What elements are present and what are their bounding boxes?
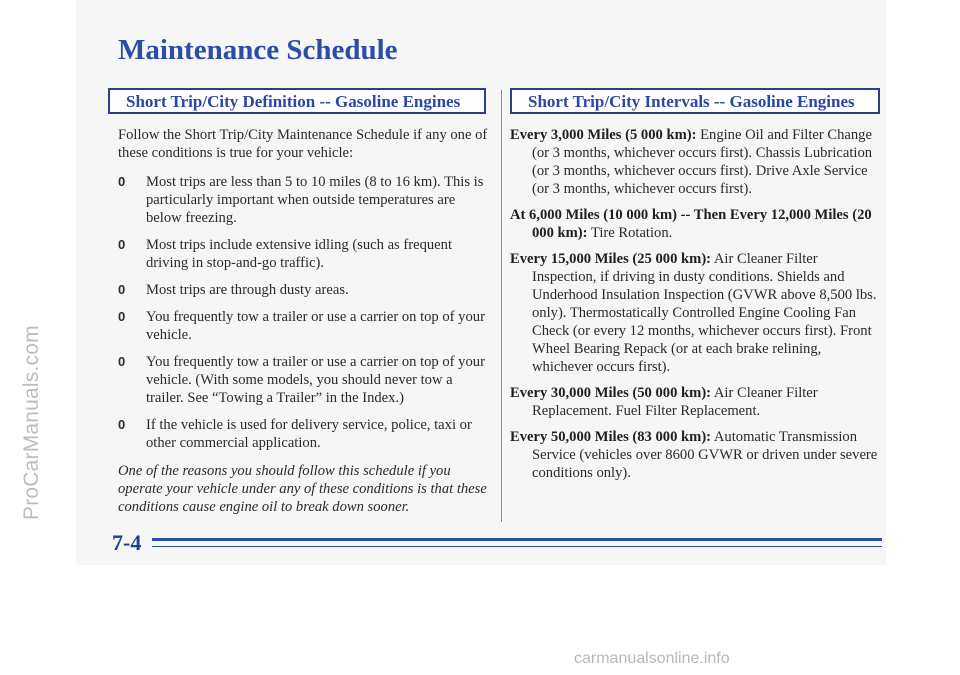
page-title: Maintenance Schedule [118,34,398,66]
interval-text: Automatic Transmission Service (vehicles over 8600 GVWR or driven under severe conditions only). [532,429,878,481]
list-item-text: Most trips are through dusty areas. [146,282,349,298]
interval-entry [510,384,880,420]
interval-entry [510,428,880,482]
page-number: 7-4 [112,530,142,555]
note-paragraph: One of the reasons you should follow this schedule if you operate your vehicle under any of these conditions is that these conditions cause engine oil to break down sooner. [118,463,487,515]
footer-rule-thick [152,538,882,541]
footer-site-watermark: carmanualsonline.info [574,650,730,667]
footer-rule-thin [152,546,882,547]
interval-text: Engine Oil and Filter Change (or 3 months, whichever occurs first). Chassis Lubrication (or 3 months, whichever occurs first). Drive Axle Service (or 3 months, whichever occurs first). [532,127,873,197]
list-item [118,353,488,407]
side-watermark: ProCarManuals.com [20,325,43,520]
list-item-text: If the vehicle is used for delivery service, police, taxi or other commercial application. [146,417,472,451]
list-item [118,416,488,452]
bullet-icon: 0 [118,309,126,324]
list-item [118,173,488,227]
interval-entry [510,126,880,198]
list-item-text: You frequently tow a trailer or use a carrier on top of your vehicle. (With some models, you should never tow a trailer. See “Towing a Trailer” in the Index.) [146,354,485,406]
list-item [118,236,488,272]
interval-entry [510,206,880,242]
list-item-text: You frequently tow a trailer or use a carrier on top of your vehicle. [146,309,485,343]
interval-label: Every 30,000 Miles (50 000 km): [510,385,712,401]
bullet-icon: 0 [118,354,126,369]
interval-label: At 6,000 Miles (10 000 km) -- Then Every 12,000 Miles (20 000 km): [510,207,872,241]
intervals-column [510,126,880,490]
bullet-icon: 0 [118,282,126,297]
interval-label: Every 50,000 Miles (83 000 km): [510,429,712,445]
interval-text: Tire Rotation. [587,225,673,241]
interval-text: Air Cleaner Filter Inspection, if driving in dusty conditions. Shields and Underhood Insulation Inspection (GVWR above 8,500 lbs. only). Thermostatically Controlled Engine Cooling Fan Check (or every 12 months, whichever occurs first). Front Wheel Bearing Repack (or at each brake relining, whichever occurs first). [532,251,877,375]
definition-column [118,126,488,516]
interval-label: Every 15,000 Miles (25 000 km): [510,251,712,267]
bullet-icon: 0 [118,174,126,189]
interval-entry [510,250,880,376]
conditions-list [118,173,488,452]
list-item [118,281,488,299]
list-item [118,308,488,344]
section-header-definition: Short Trip/City Definition -- Gasoline Engines [108,88,486,114]
bullet-icon: 0 [118,417,126,432]
bullet-icon: 0 [118,237,126,252]
interval-label: Every 3,000 Miles (5 000 km): [510,127,697,143]
list-item-text: Most trips are less than 5 to 10 miles (8 to 16 km). This is particularly important when outside temperatures are below freezing. [146,174,484,226]
intro-paragraph: Follow the Short Trip/City Maintenance Schedule if any one of these conditions is true for your vehicle: [118,127,488,161]
list-item-text: Most trips include extensive idling (such as frequent driving in stop-and-go traffic). [146,237,452,271]
section-header-intervals: Short Trip/City Intervals -- Gasoline Engines [510,88,880,114]
column-divider [501,90,502,522]
interval-text: Air Cleaner Filter Replacement. Fuel Filter Replacement. [532,385,818,419]
